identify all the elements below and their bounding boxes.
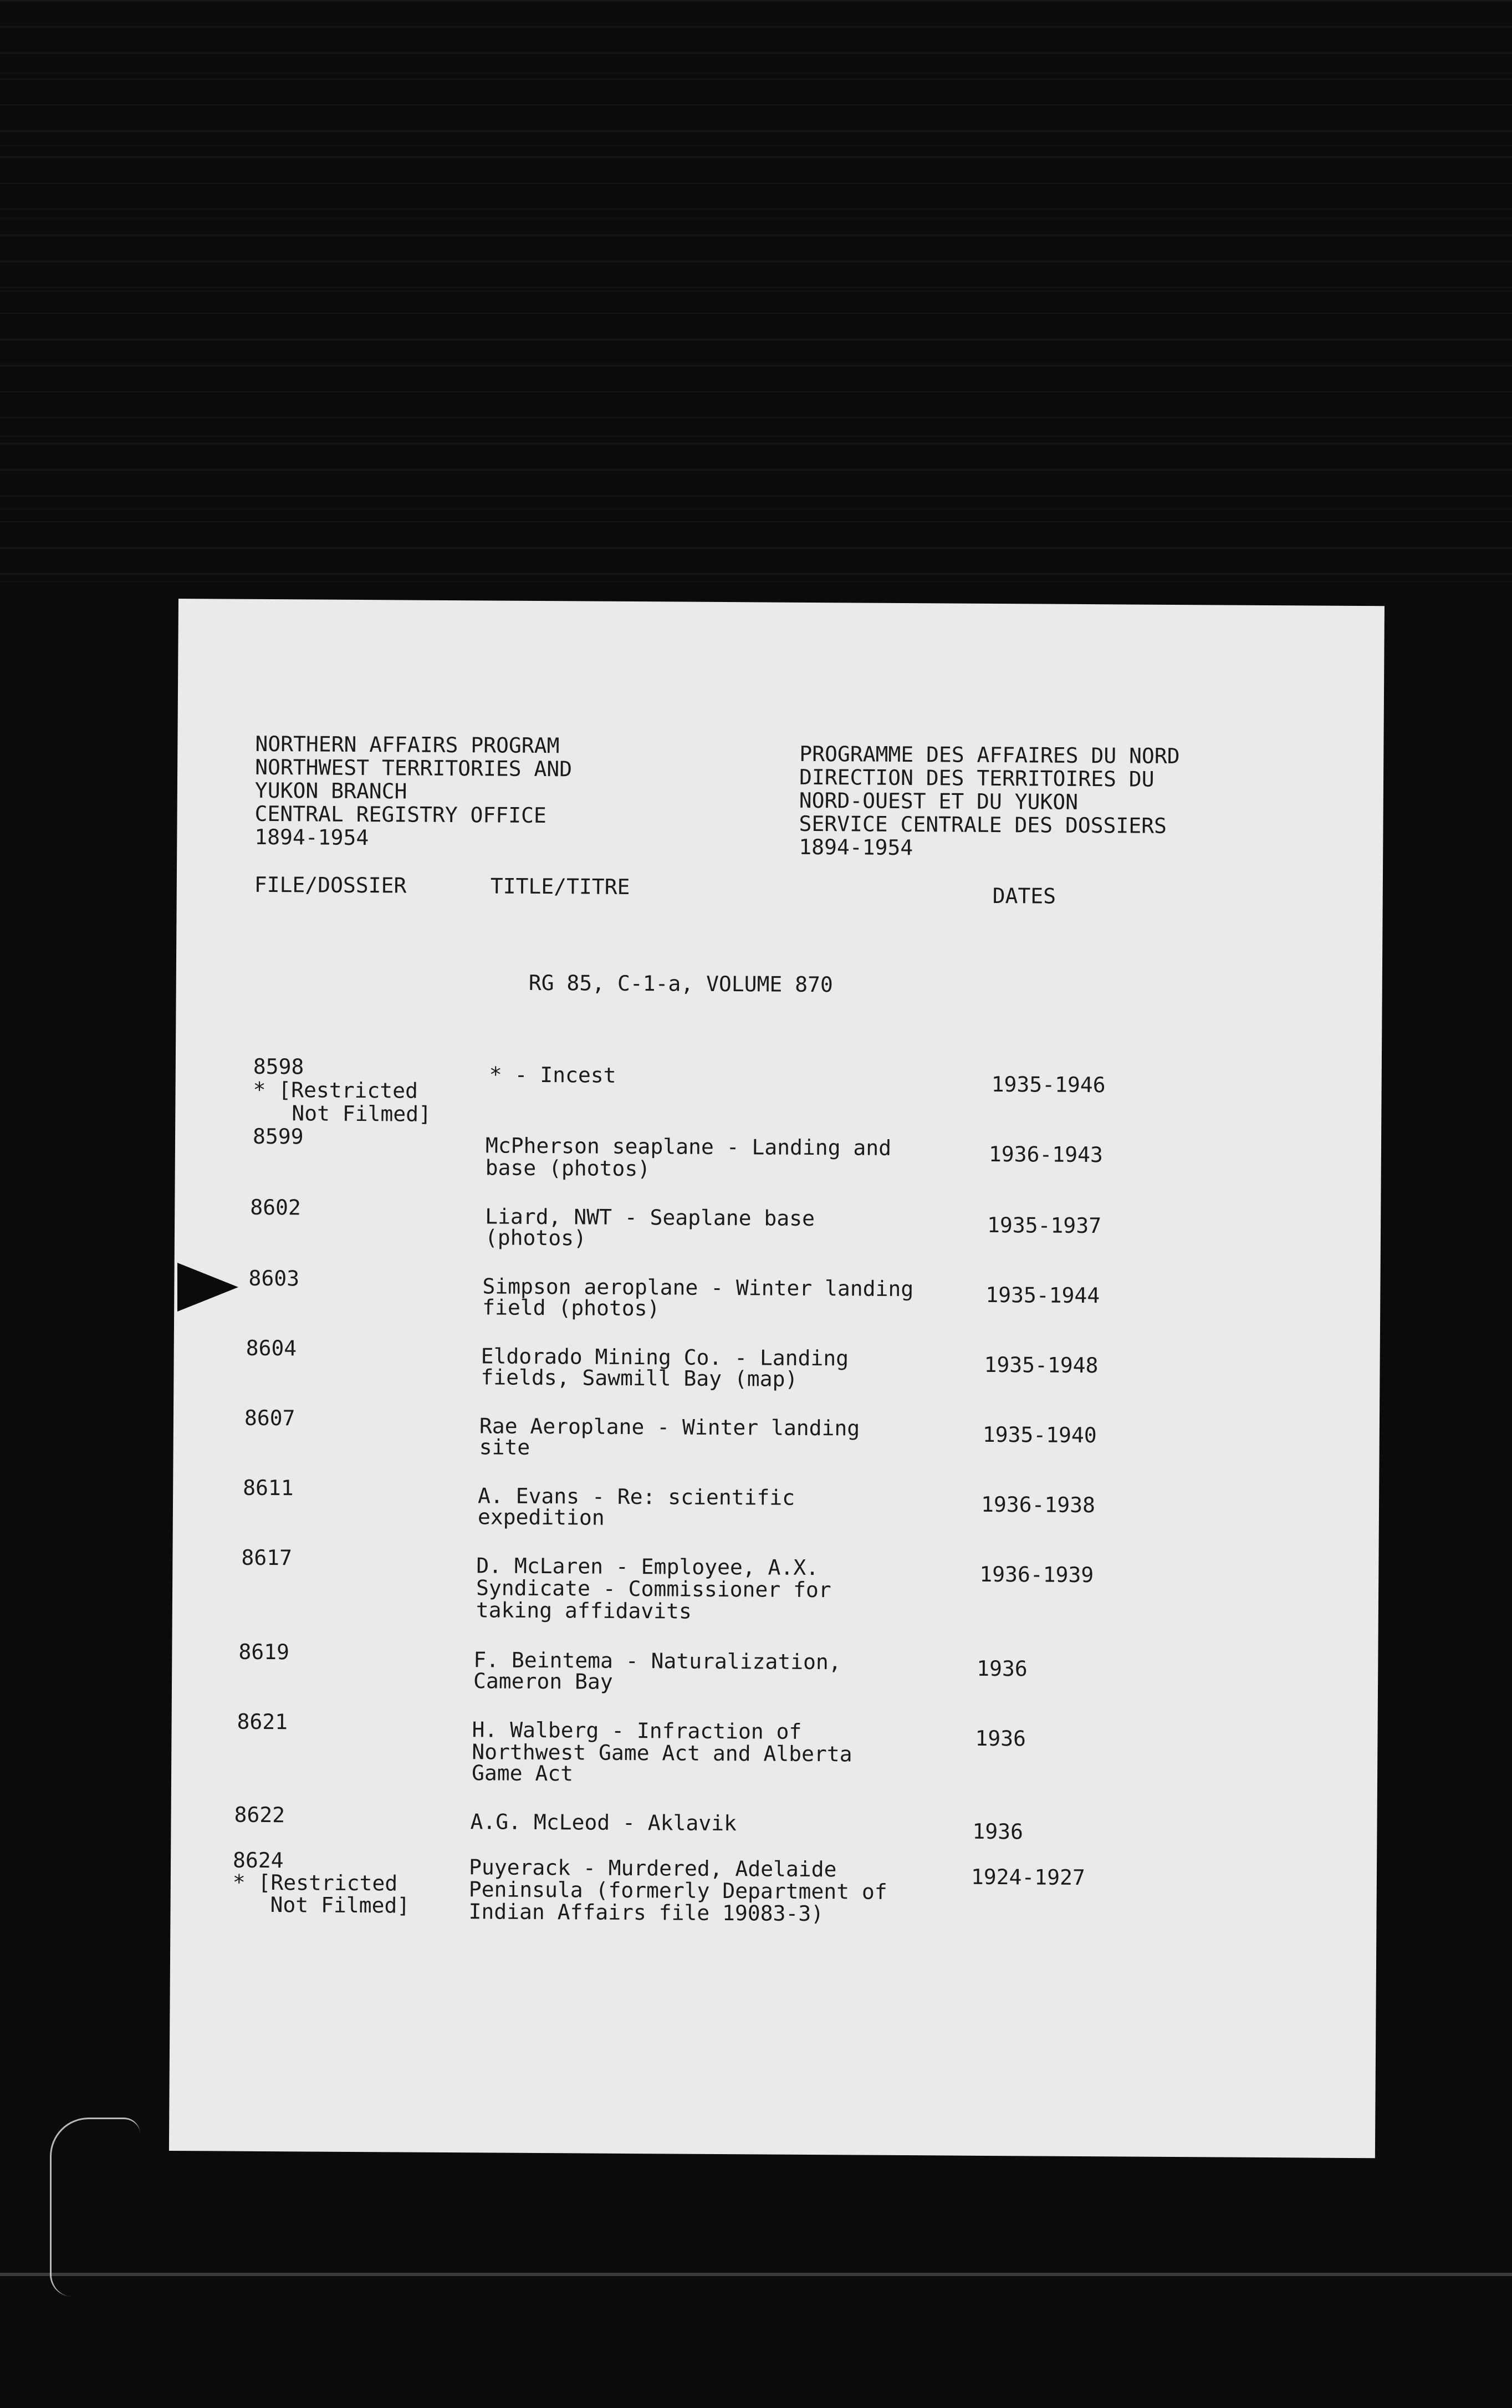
film-background	[0, 0, 1512, 599]
file-title: A.G. McLeod - Aklavik	[470, 1809, 737, 1836]
header-en-line2: NORTHWEST TERRITORIES AND	[255, 754, 573, 782]
file-dates: 1936-1938	[980, 1492, 1096, 1518]
header-fr-line4: SERVICE CENTRALE DES DOSSIERS	[799, 811, 1167, 838]
file-title: H. Walberg - Infraction of	[472, 1717, 802, 1744]
header-fr-line2: DIRECTION DES TERRITOIRES DU	[799, 764, 1155, 792]
header-en-line5: 1894-1954	[254, 824, 369, 850]
file-dates: 1936	[975, 1726, 1026, 1751]
file-title-cont-2: Game Act	[471, 1761, 574, 1786]
file-number: 8598	[253, 1054, 304, 1079]
file-title-cont: Northwest Game Act and Alberta	[472, 1739, 852, 1767]
file-number: 8602	[250, 1195, 301, 1220]
file-title-cont: Peninsula (formerly Department of	[468, 1877, 887, 1904]
restricted-note-cont: Not Filmed]	[292, 1101, 432, 1126]
file-dates: 1936	[972, 1819, 1024, 1844]
file-title: Puyerack - Murdered, Adelaide	[468, 1855, 837, 1882]
header-fr-line3: NORD-OUEST ET DU YUKON	[799, 788, 1079, 814]
header-en-line3: YUKON BRANCH	[254, 778, 407, 804]
document-sheet	[169, 599, 1385, 2158]
file-dates: 1935-1937	[987, 1212, 1102, 1238]
file-dates: 1935-1946	[991, 1072, 1106, 1098]
file-number: 8611	[243, 1475, 294, 1501]
restricted-note: * [Restricted	[232, 1870, 398, 1896]
file-title-cont-2: taking affidavits	[476, 1598, 692, 1624]
film-frame-edge	[0, 2273, 1512, 2276]
restricted-note-cont: Not Filmed]	[270, 1892, 410, 1918]
file-dates: 1935-1948	[984, 1352, 1099, 1378]
film-scratch	[50, 2118, 140, 2297]
file-title: * - Incest	[489, 1062, 616, 1088]
file-title: D. McLaren - Employee, A.X.	[476, 1553, 819, 1580]
column-title-header: TITLE/TITRE	[490, 874, 630, 899]
file-title: Eldorado Mining Co. - Landing	[481, 1344, 849, 1371]
volume-reference: RG 85, C-1-a, VOLUME 870	[528, 970, 833, 997]
file-number: 8619	[238, 1639, 290, 1665]
file-title-cont-2: Indian Affairs file 19083-3)	[468, 1899, 824, 1926]
file-title: A. Evans - Re: scientific	[477, 1483, 795, 1510]
header-en-line1: NORTHERN AFFAIRS PROGRAM	[255, 731, 560, 758]
sheet-notch	[177, 1263, 238, 1312]
file-number: 8604	[246, 1335, 297, 1361]
file-dates: 1936-1943	[988, 1141, 1103, 1167]
file-title-cont: expedition	[477, 1504, 605, 1530]
file-title-cont: (photos)	[484, 1225, 587, 1251]
file-number: 8624	[232, 1848, 284, 1873]
file-number: 8617	[241, 1545, 293, 1570]
file-title-cont: fields, Sawmill Bay (map)	[481, 1365, 798, 1391]
column-file-header: FILE/DOSSIER	[254, 872, 407, 898]
file-dates: 1935-1940	[982, 1422, 1097, 1448]
file-dates: 1936	[977, 1656, 1028, 1681]
file-title: McPherson seaplane - Landing and	[485, 1133, 892, 1160]
file-title-cont: site	[479, 1435, 530, 1460]
file-number: 8599	[252, 1124, 304, 1149]
header-en-line4: CENTRAL REGISTRY OFFICE	[254, 801, 546, 828]
file-dates: 1935-1944	[985, 1282, 1100, 1308]
file-dates: 1924-1927	[970, 1864, 1085, 1890]
file-title-cont: Cameron Bay	[473, 1669, 613, 1694]
file-title: F. Beintema - Naturalization,	[473, 1647, 841, 1675]
file-title-cont: field (photos)	[482, 1295, 660, 1321]
file-title-cont: Syndicate - Commissioner for	[476, 1575, 831, 1603]
column-dates-header: DATES	[992, 883, 1056, 909]
file-number: 8603	[248, 1266, 300, 1291]
file-title-cont: base (photos)	[485, 1155, 651, 1181]
file-number: 8607	[244, 1405, 295, 1431]
file-dates: 1936-1939	[979, 1562, 1094, 1588]
header-fr-line5: 1894-1954	[799, 834, 913, 860]
file-title: Liard, NWT - Seaplane base	[485, 1204, 815, 1231]
header-fr-line1: PROGRAMME DES AFFAIRES DU NORD	[799, 741, 1180, 769]
file-title: Simpson aeroplane - Winter landing	[482, 1274, 914, 1302]
file-title: Rae Aeroplane - Winter landing	[479, 1414, 860, 1441]
file-number: 8621	[237, 1709, 288, 1734]
restricted-note: * [Restricted	[253, 1077, 418, 1103]
file-number: 8622	[234, 1802, 285, 1828]
